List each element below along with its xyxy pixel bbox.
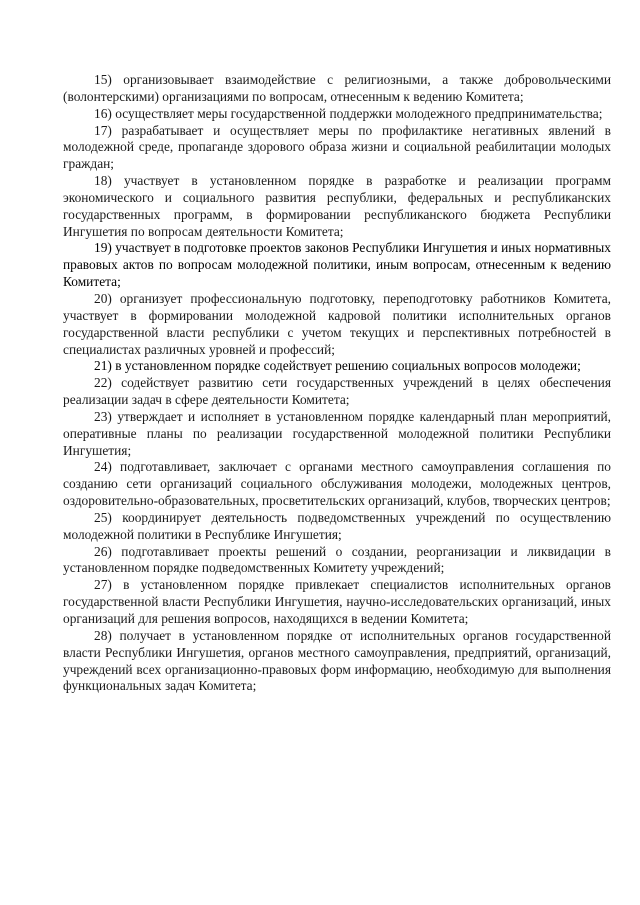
list-item-27: 27) в установленном порядке привлекает специалистов исполнительных органов государственной власти Республики Ингушетия, научно-исследовательских организаций, иных организаций для решения вопросов, находящихся в ведении Комитета;	[63, 577, 611, 626]
list-item-15: 15) организовывает взаимодействие с религиозными, а также добровольческими (волонтерскими) организациями по вопросам, отнесенным к ведению Комитета;	[63, 72, 611, 104]
list-item-26: 26) подготавливает проекты решений о создании, реорганизации и ликвидации в установленном порядке подведомственных Комитету учреждений;	[63, 543, 611, 576]
document-page	[63, 72, 611, 695]
list-item-21: 21) в установленном порядке содействует решению социальных вопросов молодежи;	[94, 358, 581, 374]
list-item-17: 17) разрабатывает и осуществляет меры по профилактике негативных явлений в молодежной среде, пропаганде здорового образа жизни и социальной реабилитации молодых граждан;	[63, 122, 611, 172]
list-item-25: 25) координирует деятельность подведомственных учреждений по осуществлению молодежной политики в Республике Ингушетия;	[63, 509, 611, 542]
list-item-19: 19) участвует в подготовке проектов законов Республики Ингушетия и иных нормативных правовых актов по вопросам молодежной политики, иным вопросам, отнесенным к ведению Комитета;	[63, 240, 611, 290]
list-item-24: 24) подготавливает, заключает с органами местного самоуправления соглашения по созданию сети организаций социального обслуживания молодежи, молодежных центров, оздоровительно-образовательных, просветительских организаций, клубов, творческих центров;	[63, 459, 611, 509]
list-item-28: 28) получает в установленном порядке от исполнительных органов государственной власти Республики Ингушетия, органов местного самоуправления, предприятий, организаций, учреждений всех организационно-правовых форм информацию, необходимую для выполнения функциональных задач Комитета;	[63, 627, 611, 694]
list-item-16: 16) осуществляет меры государственной поддержки молодежного предпринимательства;	[94, 105, 603, 121]
list-item-22: 22) содействует развитию сети государственных учреждений в целях обеспечения реализации задач в сфере деятельности Комитета;	[63, 375, 611, 408]
list-item-20: 20) организует профессиональную подготовку, переподготовку работников Комитета, участвует в формировании молодежной кадровой политики исполнительных органов государственной власти республики с учетом текущих и перспективных потребностей в специалистах различных уровней и профессий;	[63, 290, 611, 357]
list-item-18: 18) участвует в установленном порядке в разработке и реализации программ экономического и социального развития республики, федеральных и республиканских государственных программ, в формировании республиканского бюджета Республики Ингушетия по вопросам деятельности Комитета;	[63, 173, 611, 239]
list-item-23: 23) утверждает и исполняет в установленном порядке календарный план мероприятий, оперативные планы по реализации государственной молодежной политики Республики Ингушетия;	[63, 408, 611, 458]
